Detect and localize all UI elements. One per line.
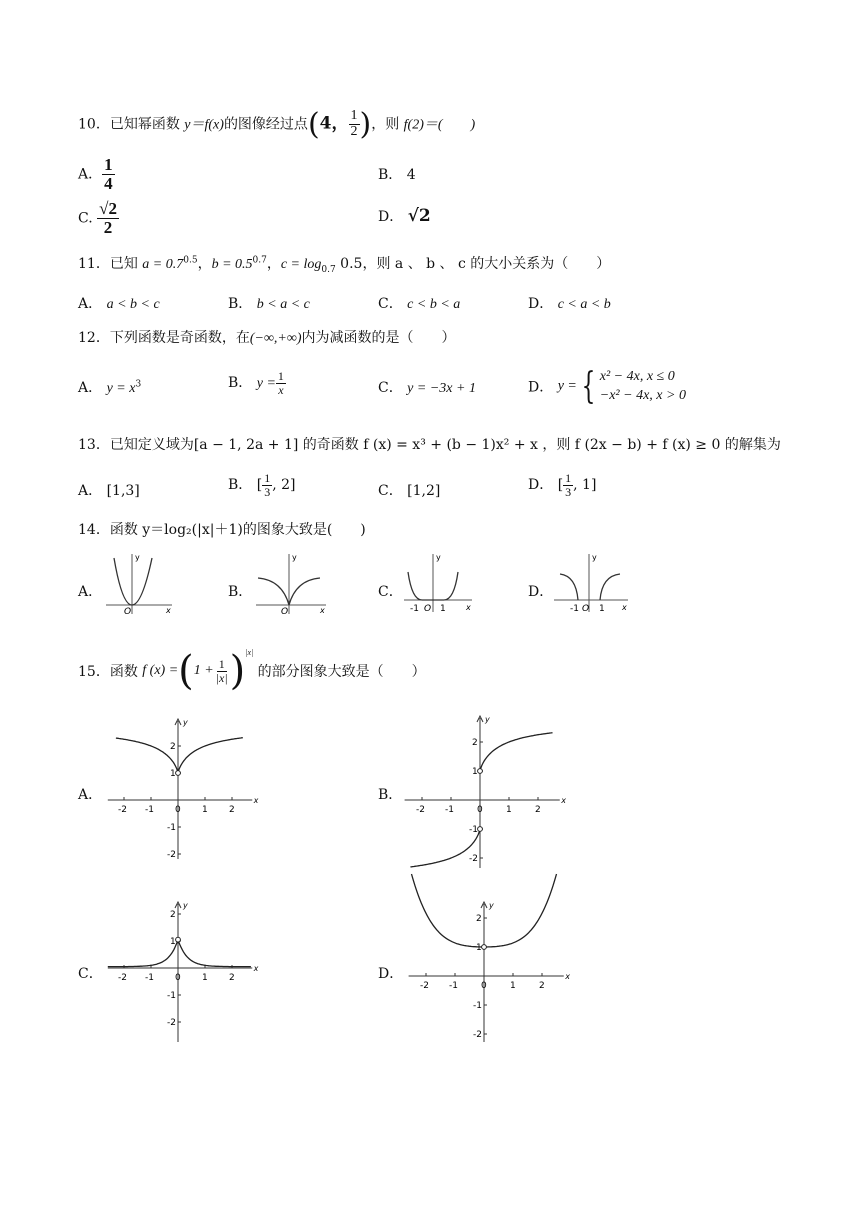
x-tick-label: -1: [145, 805, 154, 815]
origin-label: O: [124, 607, 132, 617]
x-label: x: [320, 606, 325, 615]
y-label: y: [489, 901, 494, 910]
origin-label: O: [582, 604, 590, 614]
y-tick-label: -2: [167, 850, 176, 860]
y-tick-label: 2: [476, 914, 482, 924]
x-tick-label: 0: [175, 805, 181, 815]
open-point: [478, 827, 483, 832]
y-tick-label: 2: [472, 738, 478, 748]
curve-left: [258, 578, 289, 605]
q14-stem: 14．函数 y＝log₂(|x|＋1)的图象大致是( ): [78, 522, 366, 538]
q13-stem: 13．已知定义域为[a − 1, 2a + 1] 的奇函数 f (x) = x³ + (b − 1)x² + x ，则 f (2x − b) + f (x) ≥ 0 的解集为: [78, 437, 781, 453]
x-tick-label: 1: [202, 805, 208, 815]
q10-option-a: A． $\frac{1}{4}$: [78, 155, 113, 193]
x-label: x: [622, 603, 627, 612]
curve-right: [600, 574, 620, 600]
y-tick-label: 1: [476, 943, 482, 953]
y-label: y: [183, 718, 188, 727]
q14-graph-b: [252, 550, 332, 616]
q14-graph-d: [552, 550, 632, 616]
one-label: 1: [440, 604, 446, 614]
x-tick-label: -2: [118, 805, 127, 815]
q10-option-b: B． 4: [378, 167, 416, 183]
q15-label-d: D．: [378, 966, 404, 982]
y-tick-label: -1: [469, 825, 478, 835]
q14-label-d: D．: [528, 584, 554, 600]
y-tick-label: -2: [473, 1030, 482, 1040]
q12-option-d: D． y = { x² − 4x, x ≤ 0 −x² − 4x, x > 0: [528, 366, 686, 407]
y-label: y: [436, 553, 441, 562]
q10-option-c: C. $\frac{√2}{2}$: [78, 199, 117, 237]
curve-right: [179, 941, 251, 966]
q14-label-b: B．: [228, 584, 253, 600]
origin-label: O: [281, 607, 289, 617]
x-tick-label: -1: [445, 805, 454, 815]
q12-option-a: A． $y = x^3$: [78, 379, 142, 396]
q12-option-b: B． y = $\frac{1}{x}$: [228, 369, 284, 397]
x-tick-label: 2: [229, 973, 235, 983]
q15-label-a: A．: [78, 787, 103, 803]
q13-option-d: D． [ $\frac{1}{3}$ , 1]: [528, 471, 597, 499]
open-point: [176, 771, 181, 776]
x-tick-label: 2: [539, 981, 545, 991]
x-label: x: [565, 972, 570, 981]
x-label: x: [466, 603, 471, 612]
curve-left: [412, 874, 484, 947]
y-tick-label: -1: [167, 991, 176, 1001]
q15-graph-c: [104, 898, 264, 1046]
x-tick-label: 1: [510, 981, 516, 991]
y-label: y: [183, 901, 188, 910]
q15-graph-b: [408, 712, 568, 872]
q11-option-c: C． c < b < a: [378, 296, 461, 312]
q14-label-c: C．: [378, 584, 403, 600]
open-point: [478, 769, 483, 774]
q12-stem: 12．下列函数是奇函数，在(−∞,+∞)内为减函数的是（ ）: [78, 330, 456, 346]
curve-right: [289, 578, 320, 605]
x-tick-label: -2: [416, 805, 425, 815]
q10-option-d: D． √2: [378, 206, 431, 226]
q12-option-c: C． y = −3x + 1: [378, 380, 476, 396]
curve-left: [116, 738, 178, 771]
q10-stem: 10．已知幂函数 y＝f(x)的图像经过点(4， $\frac{1}{2}$ )，则 f(2)＝( ): [78, 107, 476, 142]
curve-left: [560, 574, 578, 600]
y-label: y: [485, 715, 490, 724]
neg-one-label: -1: [410, 604, 419, 614]
one-label: 1: [599, 604, 605, 614]
x-tick-label: -1: [449, 981, 458, 991]
y-tick-label: -2: [167, 1018, 176, 1028]
x-tick-label: 1: [506, 805, 512, 815]
y-tick-label: 2: [170, 910, 176, 920]
y-tick-label: 1: [170, 769, 176, 779]
x-tick-label: 2: [535, 805, 541, 815]
y-tick-label: 1: [170, 937, 176, 947]
origin-label: O: [424, 604, 432, 614]
q14-graph-c: [402, 550, 477, 616]
x-tick-label: 1: [202, 973, 208, 983]
curve-left: [108, 941, 178, 966]
x-label: x: [253, 964, 259, 973]
q15-stem: 15．函数 f (x) =(1 + $\frac{1}{|x|}$ )$^{|x|}$ 的部分图象大致是（ ）: [78, 648, 426, 694]
q15-graph-a: [108, 715, 268, 863]
y-tick-label: 2: [170, 742, 176, 752]
q14-label-a: A．: [78, 584, 103, 600]
q11-option-d: D． c < a < b: [528, 296, 611, 312]
curve-right: [481, 733, 553, 769]
y-tick-label: -2: [469, 854, 478, 864]
y-label: y: [292, 553, 297, 562]
open-point: [176, 937, 181, 942]
q15-label-b: B．: [378, 787, 403, 803]
x-label: x: [561, 796, 566, 805]
q14-graph-a: [102, 550, 177, 616]
x-tick-label: 0: [477, 805, 483, 815]
q11-stem: 11．已知 $a = 0.7^{0.5}$，$b = 0.5^{0.7}$，$c = \log_{0.7} 0.5$，则 a 、 b 、 c 的大小关系为（ ）: [78, 255, 611, 275]
x-tick-label: 0: [481, 981, 487, 991]
q15-graph-d: [406, 898, 570, 1046]
q13-option-a: A． [1,3]: [78, 483, 140, 499]
x-tick-label: 0: [175, 973, 181, 983]
curve-right: [179, 738, 243, 771]
x-tick-label: 2: [229, 805, 235, 815]
x-label: x: [166, 606, 171, 615]
x-tick-label: -2: [118, 973, 127, 983]
curve: [114, 558, 152, 605]
q13-option-b: B． [ $\frac{1}{3}$ , 2]: [228, 471, 296, 499]
q11-option-b: B． b < a < c: [228, 296, 310, 312]
q11-option-a: A． a < b < c: [78, 296, 160, 312]
x-tick-label: -2: [420, 981, 429, 991]
y-tick-label: -1: [167, 823, 176, 833]
open-point: [482, 945, 487, 950]
neg-one-label: -1: [570, 604, 579, 614]
q13-option-c: C． [1,2]: [378, 483, 441, 499]
x-label: x: [253, 796, 259, 805]
q15-label-c: C．: [78, 966, 103, 982]
y-label: y: [592, 553, 597, 562]
x-tick-label: -1: [145, 973, 154, 983]
curve-right: [485, 874, 557, 947]
y-tick-label: -1: [473, 1001, 482, 1011]
y-label: y: [135, 553, 140, 562]
y-tick-label: 1: [472, 767, 478, 777]
